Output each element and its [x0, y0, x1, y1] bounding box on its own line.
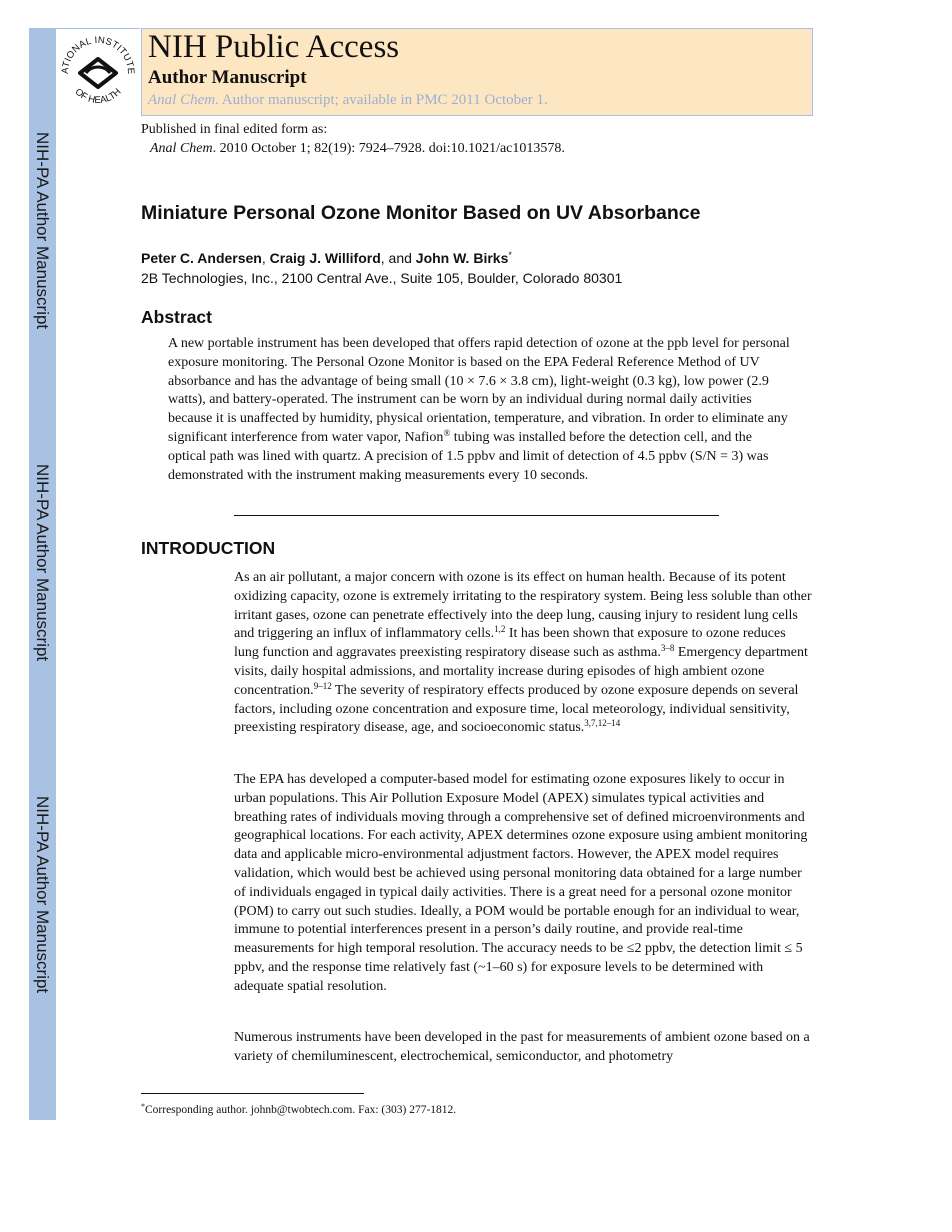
intro-paragraph-3: Numerous instruments have been developed in the past for measurements of ambient ozone based on a variety of chemiluminescent, electrochemical, semiconductor, and photometry: [234, 1030, 810, 1064]
header-availability: [148, 92, 548, 109]
affiliation: 2B Technologies, Inc., 2100 Central Ave., Suite 105, Boulder, Colorado 80301: [141, 270, 623, 286]
introduction-heading: INTRODUCTION: [141, 538, 276, 558]
header-subtitle: Author Manuscript: [148, 67, 307, 88]
paragraph-text: As an air pollutant, a major concern with ozone is its effect on human health. Because of its potent oxidizing capacity, ozone is extremely irritating to the respiratory system. Being less soluble than other irritant gases, ozone can penetrate effectively into the deep lung, causing injury to resident lung cells and triggering an influx of inflammatory cells.: [234, 570, 812, 642]
author-name: Craig J. Williford: [269, 250, 381, 266]
reference-link[interactable]: 1,2: [494, 624, 506, 635]
citation: [141, 139, 565, 158]
author-name: John W. Birks: [415, 250, 509, 266]
author-separator: , and: [380, 250, 416, 266]
footnote-mark: *: [141, 1102, 145, 1111]
logo-text-top: ATIONAL INSTITUTE: [59, 34, 137, 75]
sidebar-label: NIH-PA Author Manuscript: [33, 464, 52, 662]
citation-journal: Anal Chem: [150, 141, 213, 156]
footnote-divider: [141, 1093, 364, 1094]
citation-text: . 2010 October 1; 82(19): 7924–7928. doi:10.1021/ac1013578.: [212, 141, 565, 156]
paragraph-text: It has been shown that exposure to ozone reduces lung function and aggravates preexisting respiratory disease such as asthma.: [234, 626, 786, 661]
reference-link[interactable]: 9–12: [313, 680, 332, 691]
footnote: [141, 1104, 456, 1116]
nih-logo: [56, 28, 140, 117]
paragraph-text: Emergency department visits, daily hospital admissions, and mortality increase during episodes of high ambient ozone concentration.: [234, 645, 808, 698]
nih-header: [141, 28, 813, 116]
abstract-text: tubing was installed before the detection cell, and the optical path was lined with quartz. A precision of 1.5 ppbv and limit of detection of 4.5 ppbv (S/N = 3) was demonstrated with the instrument making measurements every 10 seconds.: [168, 429, 769, 483]
published-label: Published in final edited form as:: [141, 122, 328, 137]
article-title: Miniature Personal Ozone Monitor Based on UV Absorbance: [141, 202, 701, 224]
corresponding-mark: *: [508, 250, 512, 260]
abstract-text: A new portable instrument has been developed that offers rapid detection of ozone at the ppb level for personal exposure monitoring. The Personal Ozone Monitor is based on the EPA Federal Reference Method of UV absorbance and has the advantage of being small (10 × 7.6 × 3.8 cm), light-weight (0.3 kg), low power (2.9 watts), and battery-operated. The instrument can be worn by an individual during normal daily activities because it is unaffected by humidity, physical orientation, temperature, and vibration. In order to eliminate any significant interference from water vapor, Nafion: [168, 336, 790, 445]
header-journal: Anal Chem: [148, 92, 216, 108]
intro-paragraph-2: The EPA has developed a computer-based model for estimating ozone exposures likely to occur in urban populations. This Air Pollution Exposure Model (APEX) simulates typical activities and breathing rates of individuals moving through a comprehensive set of defined microenvironments and geographical locations. For each activity, APEX determines ozone exposure using ambient monitoring data and applicable micro-environmental adjustment factors. However, the APEX model requires validation, which would best be achieved using personal monitoring data obtained for a large number of individuals engaged in typical daily activities. There is a great need for a personal ozone monitor (POM) to carry out such studies. Ideally, a POM would be portable enough for an individual to wear, immune to potential interferences present in a person’s daily routine, and provide real-time measurements for high temporal resolution. The accuracy needs to be ≤2 ppbv, the detection limit ≤ 5 ppbv, and the response time relatively fast (~1–60 s) for exposure levels to be determined with adequate spatial resolution.: [234, 772, 808, 994]
abstract-body: [168, 335, 790, 485]
reference-link[interactable]: 3–8: [660, 643, 675, 654]
logo-text-bottom: OF HEALTH: [72, 86, 124, 107]
intro-paragraph-1: [234, 569, 814, 738]
publication-info: [141, 120, 565, 158]
svg-text:OF HEALTH: [73, 86, 124, 106]
footnote-text: Corresponding author. johnb@twobtech.com. Fax: (303) 277-1812.: [145, 1104, 457, 1116]
header-title: NIH Public Access: [148, 29, 400, 65]
abstract-divider: [234, 515, 719, 516]
sidebar-label: NIH-PA Author Manuscript: [33, 796, 52, 994]
nih-sidebar: [29, 28, 56, 1120]
author-separator: ,: [261, 250, 270, 266]
registered-mark: ®: [443, 427, 451, 438]
header-availability-text: . Author manuscript; available in PMC 2011 October 1.: [215, 92, 548, 108]
abstract-heading: Abstract: [141, 307, 212, 327]
author-list: [141, 250, 512, 266]
reference-link[interactable]: 3,7,12–14: [584, 718, 621, 729]
sidebar-label: NIH-PA Author Manuscript: [33, 132, 52, 330]
nih-logo-icon: [56, 29, 140, 117]
author-name: Peter C. Andersen: [141, 250, 262, 266]
paragraph-text: The severity of respiratory effects produced by ozone exposure depends on several factors, including ozone concentration and exposure time, local meteorology, individual sensitivity, preexisting respiratory disease, age, and socioeconomic status.: [234, 682, 799, 736]
